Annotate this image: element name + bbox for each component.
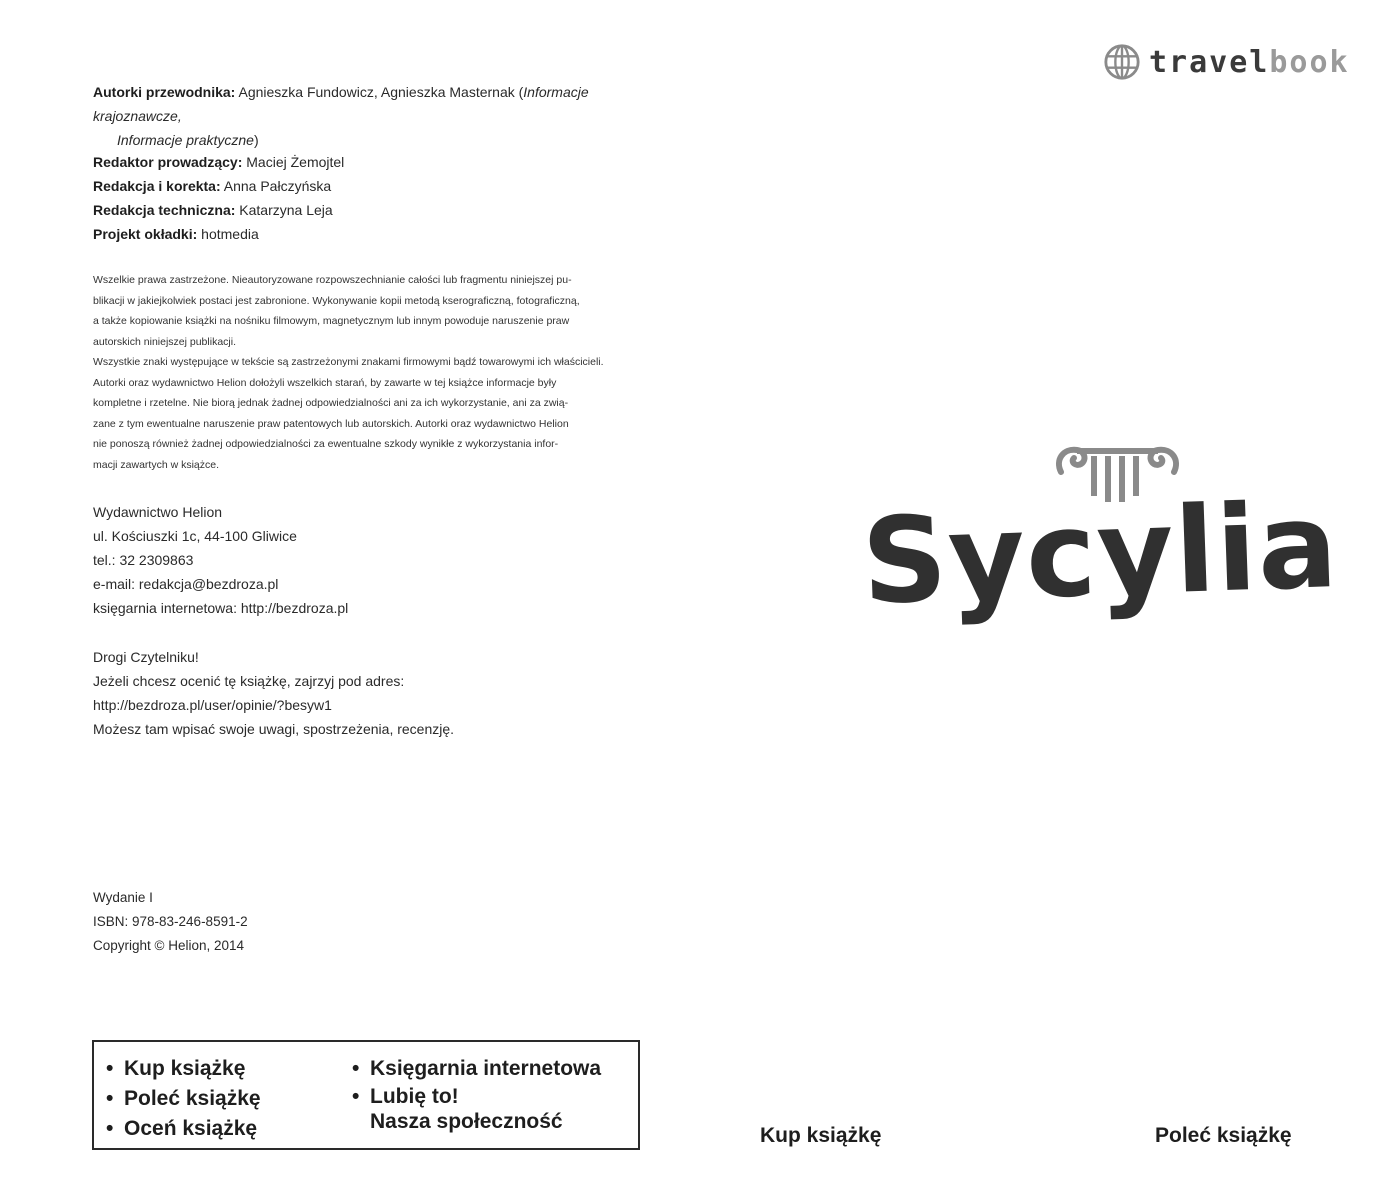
publisher-shop: księgarnia internetowa: http://bezdroza.pl bbox=[93, 600, 349, 616]
bullet: • bbox=[106, 1057, 114, 1080]
travelbook-logo bbox=[1103, 42, 1350, 82]
editor-value: Katarzyna Leja bbox=[239, 202, 333, 218]
bullet: • bbox=[106, 1087, 114, 1110]
editor-label: Redaktor prowadzący: bbox=[93, 154, 243, 170]
logo-part-book: book bbox=[1269, 44, 1350, 80]
reader-greeting: Drogi Czytelniku! bbox=[93, 649, 199, 665]
editor-label: Redakcja techniczna: bbox=[93, 202, 236, 218]
buy-book-link[interactable] bbox=[106, 1054, 261, 1084]
logo-part-travel: travel bbox=[1149, 44, 1270, 80]
bullet: • bbox=[352, 1057, 360, 1080]
book-title: Sycylia bbox=[859, 476, 1341, 631]
publisher-address: ul. Kościuszki 1c, 44-100 Gliwice bbox=[93, 528, 297, 544]
globe-icon bbox=[1103, 43, 1141, 81]
link-label: Lubię to! bbox=[370, 1085, 459, 1108]
authors-block bbox=[93, 80, 653, 152]
community-link[interactable]: Nasza społeczność bbox=[370, 1110, 563, 1133]
reader-note bbox=[93, 645, 653, 741]
authors-label: Autorki przewodnika: bbox=[93, 84, 236, 100]
edition-info bbox=[93, 886, 653, 958]
legal-line: zane z tym ewentualne naruszenie praw patentowych lub autorskich. Autorki oraz wydawnictwo Helion bbox=[93, 417, 569, 430]
logo-wordmark bbox=[1149, 45, 1350, 80]
editor-label: Projekt okładki: bbox=[93, 226, 198, 242]
link-label: Oceń książkę bbox=[124, 1117, 258, 1140]
publisher-phone: tel.: 32 2309863 bbox=[93, 552, 194, 568]
editor-value: Maciej Żemojtel bbox=[246, 154, 345, 170]
copyright: Copyright © Helion, 2014 bbox=[93, 938, 245, 953]
reader-line: Jeżeli chcesz ocenić tę książkę, zajrzyj pod adres: bbox=[93, 673, 405, 689]
authors-value: Agnieszka Fundowicz, Agnieszka Masternak ( bbox=[238, 84, 524, 100]
recommend-book-button[interactable]: Poleć książkę bbox=[1155, 1124, 1292, 1147]
legal-line: kompletne i rzetelne. Nie biorą jednak żadnej odpowiedzialności ani za ich wykorzystanie, ani za zwią- bbox=[93, 397, 569, 409]
authors-italic-2: Informacje praktyczne bbox=[117, 132, 254, 148]
isbn: ISBN: 978-83-246-8591-2 bbox=[93, 914, 248, 929]
legal-line: Autorki oraz wydawnictwo Helion dołożyli wszelkich starań, by zawarte w tej książce informacje były bbox=[93, 376, 557, 389]
buy-book-button[interactable]: Kup książkę bbox=[760, 1124, 882, 1147]
publisher-name: Wydawnictwo Helion bbox=[93, 504, 223, 520]
authors-close: ) bbox=[253, 132, 259, 148]
review-url[interactable]: http://bezdroza.pl/user/opinie/?besyw1 bbox=[93, 697, 332, 713]
reader-line: Możesz tam wpisać swoje uwagi, spostrzeżenia, recenzję. bbox=[93, 721, 455, 737]
editor-line bbox=[93, 150, 653, 174]
legal-line: blikacji w jakiejkolwiek postaci jest zabronione. Wykonywanie kopii metodą kserograficzną, fotograficzną, bbox=[93, 294, 580, 307]
link-label: Księgarnia internetowa bbox=[370, 1057, 602, 1080]
legal-line: Wszystkie znaki występujące w tekście są zastrzeżonymi znakami firmowymi bądź towarowymi ich właścicieli. bbox=[93, 356, 604, 368]
publisher-email: e-mail: redakcja@bezdroza.pl bbox=[93, 576, 279, 592]
links-box bbox=[92, 1040, 640, 1150]
legal-line: a także kopiowanie książki na nośniku filmowym, magnetycznym lub innym powoduje naruszenie praw bbox=[93, 315, 570, 327]
bullet: • bbox=[352, 1085, 360, 1108]
bullet: • bbox=[106, 1117, 114, 1140]
editor-value: hotmedia bbox=[201, 226, 259, 242]
link-label: Kup książkę bbox=[124, 1057, 246, 1080]
links-column-left bbox=[106, 1054, 261, 1144]
link-label: Poleć książkę bbox=[124, 1087, 261, 1110]
recommend-book-link[interactable] bbox=[106, 1084, 261, 1114]
editor-line bbox=[93, 222, 653, 246]
edition-number: Wydanie I bbox=[93, 890, 153, 905]
editor-line bbox=[93, 174, 653, 198]
editor-value: Anna Pałczyńska bbox=[223, 178, 332, 194]
legal-line: macji zawartych w książce. bbox=[93, 458, 220, 471]
legal-line: autorskich niniejszej publikacji. bbox=[93, 335, 236, 348]
editor-line bbox=[93, 198, 653, 222]
publisher-info bbox=[93, 500, 653, 620]
legal-line: nie ponoszą również żadnej odpowiedzialności za ewentualne szkody wynikłe z wykorzystania infor- bbox=[93, 438, 559, 450]
rate-book-link[interactable] bbox=[106, 1114, 261, 1144]
authors-italic-1: Informacje krajoznawcze, bbox=[93, 84, 589, 124]
editors-block bbox=[93, 150, 653, 246]
links-column-right bbox=[352, 1054, 601, 1134]
editor-label: Redakcja i korekta: bbox=[93, 178, 221, 194]
online-bookstore-link[interactable] bbox=[352, 1054, 601, 1084]
like-link[interactable] bbox=[352, 1084, 601, 1110]
legal-line: Wszelkie prawa zastrzeżone. Nieautoryzowane rozpowszechnianie całości lub fragmentu niniejszej pu- bbox=[93, 274, 572, 286]
legal-notice bbox=[93, 270, 649, 475]
